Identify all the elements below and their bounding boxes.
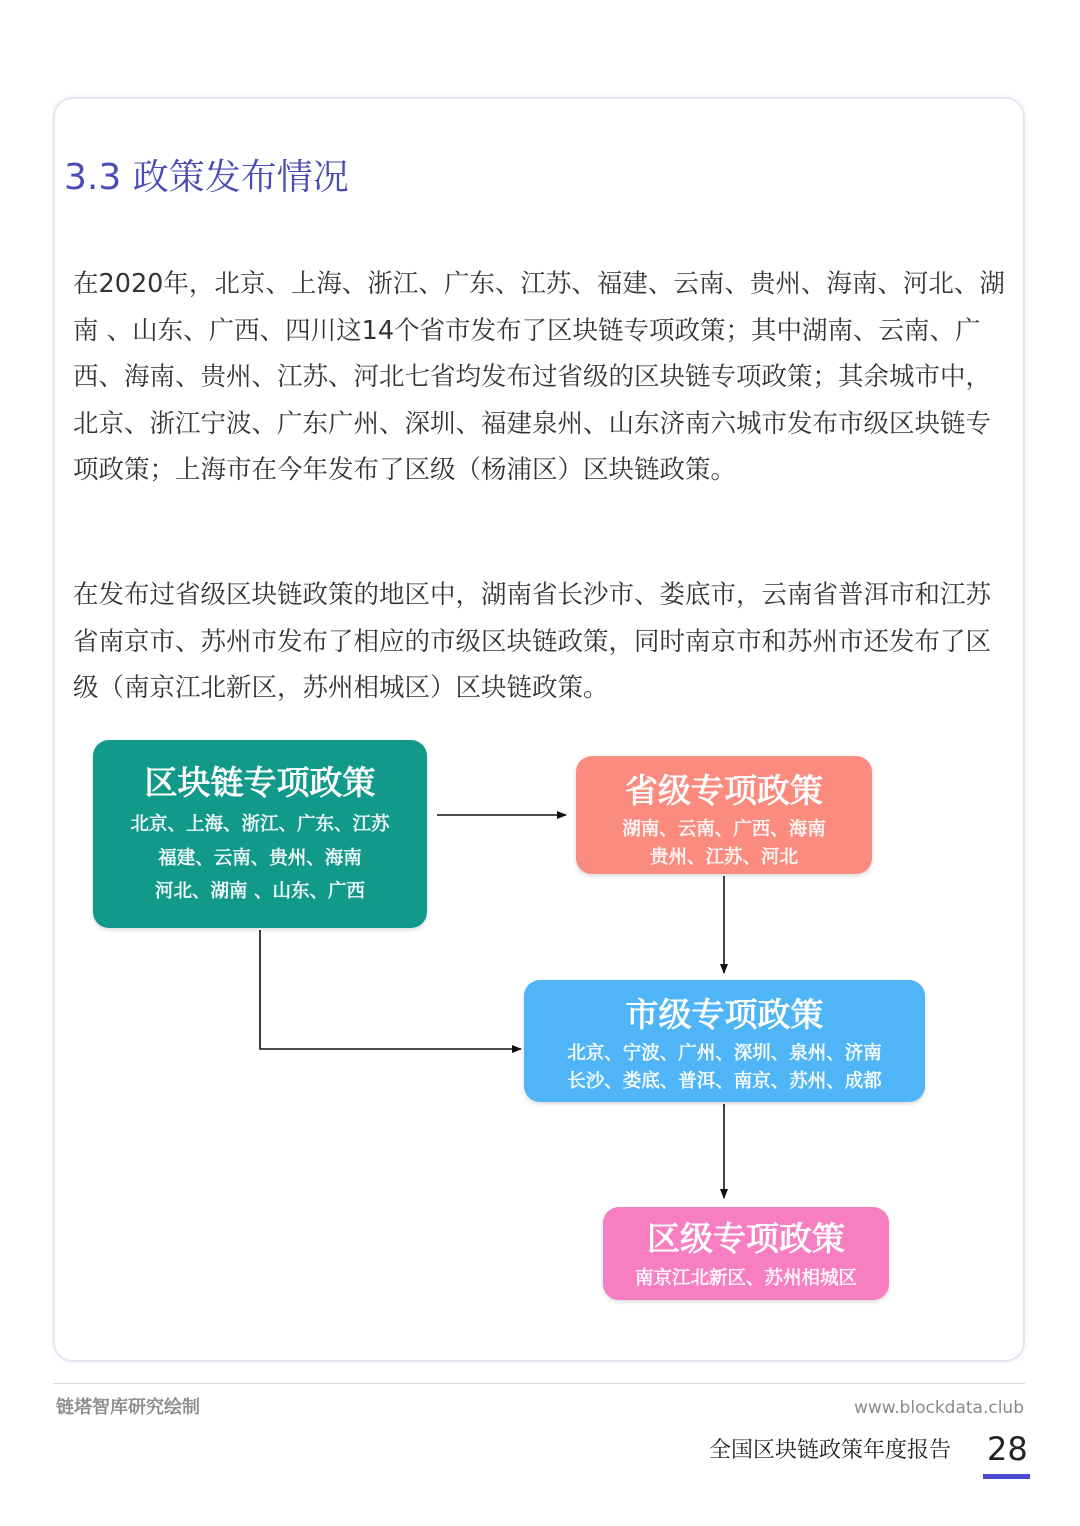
blockchain-policy-box xyxy=(93,740,427,928)
blockchain-policy-regions-line-3: 河北、湖南 、山东、广西 xyxy=(155,881,365,902)
footer-website[interactable]: www.blockdata.club xyxy=(854,1398,1024,1418)
page-number: 28 xyxy=(987,1430,1028,1468)
blockchain-policy-title: 区块链专项政策 xyxy=(144,763,376,802)
city-policy-regions-line-2: 长沙、娄底、普洱、南京、苏州、成都 xyxy=(567,1071,882,1092)
arrow-main-to-city xyxy=(260,930,521,1049)
district-policy-title: 区级专项政策 xyxy=(647,1219,845,1258)
page-number-underline xyxy=(983,1474,1030,1479)
provincial-policy-box xyxy=(576,756,872,874)
paragraph-provincial-detail: 在发布过省级区块链政策的地区中，湖南省长沙市、娄底市，云南省普洱市和江苏省南京市、苏州市发布了相应的市级区块链政策，同时南京市和苏州市还发布了区级（南京江北新区，苏州相城区）区块链政策。 xyxy=(73,580,992,703)
blockchain-policy-regions-line-2: 福建、云南、贵州、海南 xyxy=(158,847,362,869)
report-title: 全国区块链政策年度报告 xyxy=(709,1438,952,1463)
footer-divider xyxy=(53,1383,1025,1384)
footer-credit: 链塔智库研究绘制 xyxy=(56,1397,200,1418)
provincial-policy-regions-line-1: 湖南、云南、广西、海南 xyxy=(622,819,826,840)
paragraph-policy-overview: 在2020年，北京、上海、浙江、广东、江苏、福建、云南、贵州、海南、河北、湖南 、山东、广西、四川这14个省市发布了区块链专项政策；其中湖南、云南、广西、海南、贵州、江苏、河北七省均发布过省级的区块链专项政策；其余城市中，北京、浙江宁波、广东广州、深圳、福建泉州、山东济南六城市发布市级区块链专项政策；上海市在今年发布了区级（杨浦区）区块链政策。 xyxy=(73,269,1005,485)
city-policy-regions-line-1: 北京、宁波、广州、深圳、泉州、济南 xyxy=(567,1043,882,1064)
city-policy-title: 市级专项政策 xyxy=(625,995,824,1034)
district-policy-box xyxy=(603,1207,889,1300)
provincial-policy-regions-line-2: 贵州、江苏、河北 xyxy=(649,847,798,868)
district-policy-regions-line-1: 南京江北新区、苏州相城区 xyxy=(634,1268,857,1289)
blockchain-policy-regions-line-1: 北京、上海、浙江、广东、江苏 xyxy=(130,814,390,835)
provincial-policy-title: 省级专项政策 xyxy=(625,771,823,810)
city-policy-box xyxy=(524,980,925,1102)
section-title: 3.3 政策发布情况 xyxy=(64,157,349,198)
